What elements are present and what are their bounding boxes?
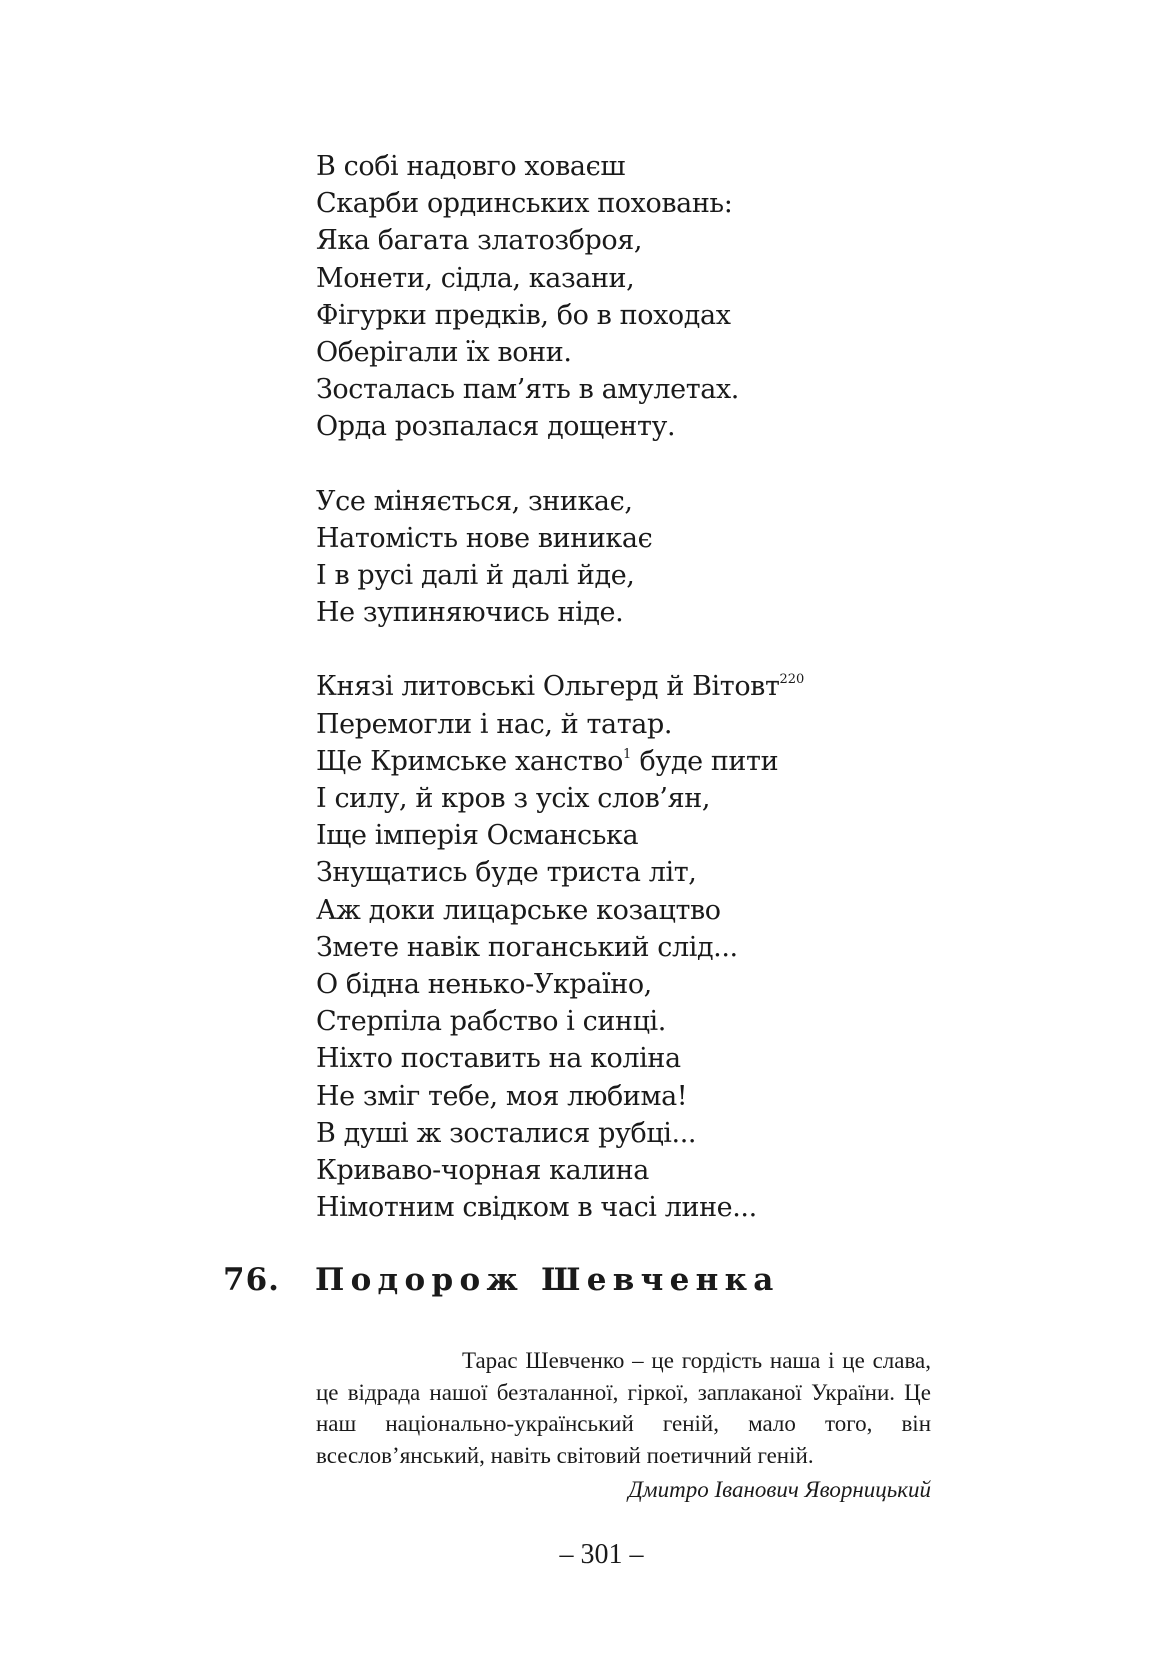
epigraph-author: Дмитро Іванович Яворницький	[628, 1477, 931, 1502]
poem-line: Змете навік поганський слід...	[316, 931, 738, 963]
poem-line: Оберігали їх вони.	[316, 337, 572, 369]
poem-line: О бідна ненько-Україно,	[316, 969, 652, 1001]
poem-line: Стерпіла рабство і синці.	[316, 1006, 666, 1038]
poem-line: Криваво-чорная калина	[316, 1155, 649, 1187]
poem-line: Ніхто поставить на коліна	[316, 1043, 681, 1075]
stanza-1	[316, 148, 936, 446]
poem-line: Фігурки предків, бо в походах	[316, 299, 731, 331]
chapter-title: Подорож Шевченка	[315, 1262, 780, 1298]
chapter-heading	[223, 1260, 780, 1300]
poem-line: Натомість нове виникає	[316, 522, 653, 554]
footnote-ref: 220	[779, 672, 805, 688]
poem	[316, 148, 936, 1226]
stanza-2	[316, 483, 936, 632]
poem-line: Скарби ординських поховань:	[316, 188, 733, 220]
poem-line: Монети, сідла, казани,	[316, 262, 635, 294]
stanza-3	[316, 668, 936, 1226]
chapter-number: 76.	[223, 1262, 280, 1298]
poem-line-text: Ще Кримське ханство	[316, 745, 624, 777]
poem-line: Знущатись буде триста літ,	[316, 857, 697, 889]
poem-line: Яка багата златозброя,	[316, 225, 643, 257]
poem-line: Орда розпалася дощенту.	[316, 411, 676, 443]
poem-line: В душі ж зосталися рубці...	[316, 1117, 697, 1149]
poem-line: Перемогли і нас, й татар.	[316, 708, 673, 740]
poem-line: Зосталась пам’ять в амулетах.	[316, 374, 739, 406]
poem-line-with-footnote	[316, 668, 936, 705]
poem-line: І силу, й кров з усіх слов’ян,	[316, 783, 711, 815]
poem-line: Не зупиняючись ніде.	[316, 597, 624, 629]
poem-line: Усе міняється, зникає,	[316, 485, 633, 517]
footnote-ref: 1	[623, 746, 632, 762]
poem-line: Не зміг тебе, моя любима!	[316, 1080, 688, 1112]
poem-line: Німотним свідком в часі лине...	[316, 1192, 757, 1224]
poem-line: Аж доки лицарське козацтво	[316, 894, 721, 926]
epigraph-text: Тарас Шевченко – це гордість наша і це слава, це відрада нашої безталанної, гіркої, заплаканої України. Це наш національно-український геній, мало того, він всеслов’янський, навіть світовий поетичний геній.	[316, 1348, 931, 1468]
poem-line: Іще імперія Османська	[316, 820, 639, 852]
poem-line-text: буде пити	[631, 745, 779, 777]
poem-line-text: Князі литовські Ольгерд й Вітовт	[316, 671, 780, 703]
page-number: – 301 –	[559, 1539, 644, 1570]
poem-line: В собі надовго ховаєш	[316, 151, 626, 182]
poem-line-with-footnote	[316, 743, 936, 780]
poem-line: І в русі далі й далі йде,	[316, 560, 635, 592]
